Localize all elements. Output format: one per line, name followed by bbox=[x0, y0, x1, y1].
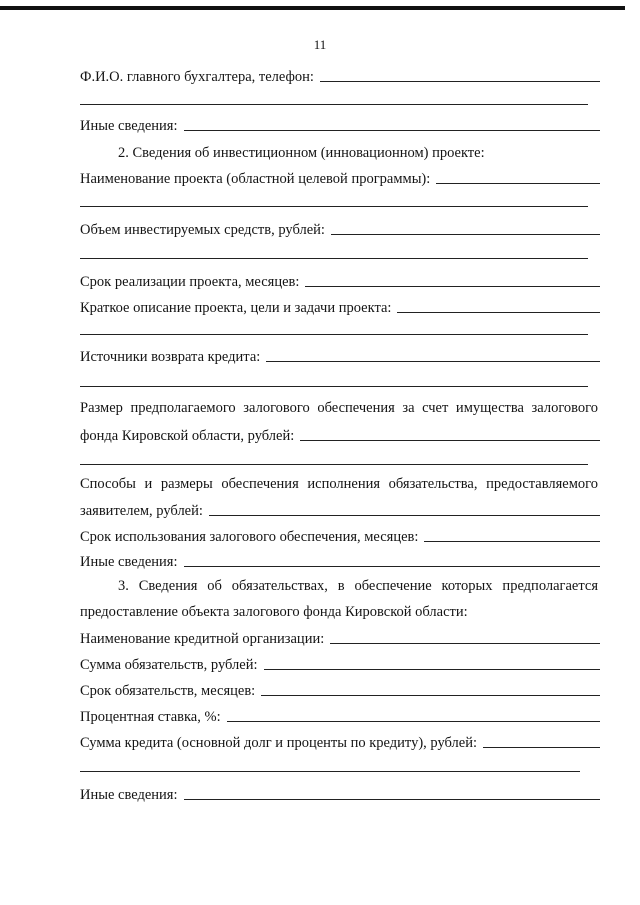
project-description-field-line2[interactable] bbox=[80, 334, 588, 335]
interest-rate-row bbox=[80, 706, 600, 726]
collateral-term-label: Срок использования залогового обеспечения, месяцев: bbox=[80, 529, 419, 545]
other-info-label-3: Иные сведения: bbox=[80, 787, 178, 803]
security-methods-line1 bbox=[80, 475, 598, 493]
project-term-field[interactable] bbox=[305, 285, 600, 287]
other-info-field-1[interactable] bbox=[184, 129, 600, 131]
collateral-size-line1 bbox=[80, 399, 598, 417]
section3-heading-line1 bbox=[118, 577, 598, 595]
project-name-field[interactable] bbox=[436, 182, 600, 184]
collateral-size-field[interactable] bbox=[300, 439, 600, 441]
section3-heading-line2 bbox=[80, 601, 600, 621]
credit-sum-field[interactable] bbox=[483, 746, 600, 748]
collateral-size-text1: Размер предполагаемого залогового обеспечения за счет имущества залогового bbox=[80, 400, 598, 416]
collateral-size-label: фонда Кировской области, рублей: bbox=[80, 428, 295, 444]
project-name-label: Наименование проекта (областной целевой программы): bbox=[80, 171, 431, 187]
page-number: 11 bbox=[313, 37, 327, 52]
other-info-label-1: Иные сведения: bbox=[80, 118, 178, 134]
project-name-field-line2[interactable] bbox=[80, 206, 588, 207]
other-info-row-1 bbox=[80, 115, 600, 135]
obligations-term-field[interactable] bbox=[261, 694, 600, 696]
project-description-label: Краткое описание проекта, цели и задачи проекта: bbox=[80, 300, 392, 316]
investment-volume-field-line2[interactable] bbox=[80, 258, 588, 259]
project-description-row bbox=[80, 297, 600, 317]
other-info-row-2 bbox=[80, 551, 600, 571]
section2-heading-text: 2. Сведения об инвестиционном (инновационном) проекте: bbox=[118, 145, 485, 161]
project-name-row bbox=[80, 168, 600, 188]
investment-volume-field[interactable] bbox=[331, 233, 600, 235]
credit-org-field[interactable] bbox=[330, 642, 600, 644]
investment-volume-row bbox=[80, 219, 600, 239]
other-info-label-2: Иные сведения: bbox=[80, 554, 178, 570]
chief-accountant-field[interactable] bbox=[320, 80, 600, 82]
project-term-row bbox=[80, 271, 600, 291]
project-description-field[interactable] bbox=[397, 311, 600, 313]
security-methods-row bbox=[80, 500, 600, 520]
chief-accountant-row bbox=[80, 66, 600, 86]
collateral-term-row bbox=[80, 526, 600, 546]
investment-volume-label: Объем инвестируемых средств, рублей: bbox=[80, 222, 325, 238]
security-methods-text1: Способы и размеры обеспечения исполнения обязательства, предоставляемого bbox=[80, 476, 598, 492]
collateral-term-field[interactable] bbox=[424, 540, 600, 542]
chief-accountant-field-line2[interactable] bbox=[80, 104, 588, 105]
credit-sum-field-line2[interactable] bbox=[80, 771, 580, 772]
repayment-sources-row bbox=[80, 346, 600, 366]
other-info-row-3 bbox=[80, 784, 600, 804]
security-methods-field[interactable] bbox=[209, 514, 600, 516]
obligations-term-label: Срок обязательств, месяцев: bbox=[80, 683, 256, 699]
collateral-size-row bbox=[80, 425, 600, 445]
obligations-sum-label: Сумма обязательств, рублей: bbox=[80, 657, 258, 673]
other-info-field-3[interactable] bbox=[184, 798, 600, 800]
chief-accountant-label: Ф.И.О. главного бухгалтера, телефон: bbox=[80, 69, 314, 85]
obligations-sum-field[interactable] bbox=[264, 668, 601, 670]
obligations-term-row bbox=[80, 680, 600, 700]
collateral-size-field-line2[interactable] bbox=[80, 464, 588, 465]
section2-heading bbox=[80, 142, 600, 162]
credit-sum-label: Сумма кредита (основной долг и проценты по кредиту), рублей: bbox=[80, 735, 477, 751]
credit-org-row bbox=[80, 628, 600, 648]
credit-org-label: Наименование кредитной организации: bbox=[80, 631, 325, 647]
repayment-sources-field-line2[interactable] bbox=[80, 386, 588, 387]
interest-rate-field[interactable] bbox=[227, 720, 600, 722]
project-term-label: Срок реализации проекта, месяцев: bbox=[80, 274, 300, 290]
top-border-bar bbox=[0, 6, 625, 10]
other-info-field-2[interactable] bbox=[184, 565, 600, 567]
repayment-sources-field[interactable] bbox=[266, 360, 600, 362]
credit-sum-row bbox=[80, 732, 600, 752]
repayment-sources-label: Источники возврата кредита: bbox=[80, 349, 261, 365]
security-methods-label: заявителем, рублей: bbox=[80, 503, 203, 519]
section3-heading-text1: 3. Сведения об обязательствах, в обеспечение которых предполагается bbox=[118, 578, 598, 594]
section3-heading-text2: предоставление объекта залогового фонда Кировской области: bbox=[80, 604, 468, 620]
obligations-sum-row bbox=[80, 654, 600, 674]
interest-rate-label: Процентная ставка, %: bbox=[80, 709, 221, 725]
